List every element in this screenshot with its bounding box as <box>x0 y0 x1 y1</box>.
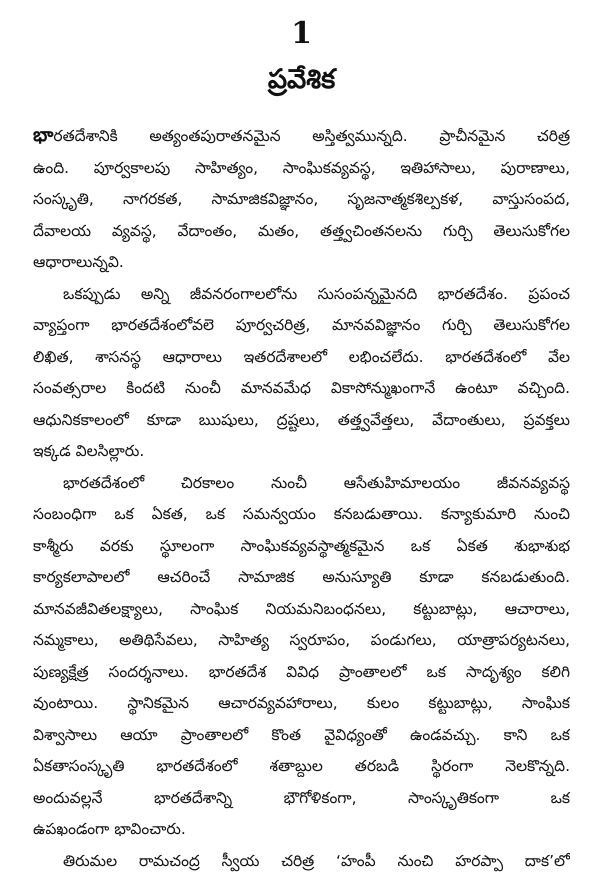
text-line: పుణ్యక్షేత్ర సందర్శనాలు. భారతదేశ వివిధ ప్రాంతాలలో ఒక సాదృశ్యం కలిగి <box>33 657 570 689</box>
text-line: ఇక్కడ విలసిల్లారు. <box>33 436 570 468</box>
text-line: ఉపఖండంగా భావించారు. <box>33 814 570 846</box>
chapter-number: 1 <box>33 16 570 52</box>
text-line: కాశ్మీరు వరకు స్థూలంగా సాంఘికవ్యవస్థాత్మకమైన ఒక ఏకత శుభాశుభ <box>33 531 570 563</box>
text-line: సంబంధిగా ఒక ఏకత, ఒక సమన్వయం కనబడుతాయి. కన్యాకుమారి నుంచి <box>33 499 570 531</box>
text-line: దేవాలయ వ్యవస్థ, వేదాంతం, మతం, తత్త్వచింతనలను గుర్చి తెలుసుకోగల <box>33 216 570 248</box>
text-line: వ్యాప్తంగా భారతదేశంలోవలె పూర్వచరిత్ర, మానవవిజ్ఞానం గుర్చి తెలుసుకోగల <box>33 310 570 342</box>
text-line: ఒకప్పుడు అన్ని జీవనరంగాలలోను సుసంపన్నమైనది భారతదేశం. ప్రపంచ <box>33 279 570 311</box>
text-line: సంస్కృతి, నాగరకత, సామాజికవిజ్ఞానం, సృజనాత్మకశిల్పకళ, వాస్తుసంపద, <box>33 184 570 216</box>
text-line: ఆధునికకాలంలో కూడా ఋషులు, ద్రష్టలు, తత్త్వవేత్తలు, వేదాంతులు, ప్రవక్తలు <box>33 405 570 437</box>
paragraph-3 <box>33 468 570 846</box>
text-line: తిరుమల రామచంద్ర స్వీయ చరిత్ర ‘హంపీ నుంచి హరప్పా దాక’లో <box>33 846 570 877</box>
text-line: సంవత్సరాల కిందటి నుంచీ మానవమేధ వికాసోన్ముఖంగానే ఉంటూ వచ్చింది. <box>33 373 570 405</box>
text-line: ఏకతాసంస్కృతి భారతదేశంలో శతాబ్దుల తరబడి స్థిరంగా నెలకొన్నది. <box>33 751 570 783</box>
paragraph-1 <box>33 120 570 279</box>
text-line: విశ్వాసాలు ఆయా ప్రాంతాలలో కొంత వైవిధ్యంతో ఉండవచ్చు. కాని ఒక <box>33 720 570 752</box>
paragraph-lead-letters: భా <box>33 124 53 146</box>
text-line <box>33 120 570 153</box>
text-line: నమ్మకాలు, అతిథిసేవలు, సాహిత్య స్వరూపం, పండుగలు, యాత్రాపర్యటనలు, <box>33 625 570 657</box>
paragraph-4 <box>33 846 570 877</box>
text-line: మానవజీవితలక్ష్యాలు, సాంఘిక నియమనిబంధనలు, కట్టుబాట్లు, ఆచారాలు, <box>33 594 570 626</box>
text-line: కార్యకలాపాలలో ఆచరించే సామాజిక అనుస్యూతి కూడా కనబడుతుంది. <box>33 562 570 594</box>
text-line: లిఖిత, శాసనస్థ ఆధారాలు ఇతరదేశాలలో లభించలేదు. భారతదేశంలో వేల <box>33 342 570 374</box>
text-line: అందువల్లనే భారతదేశాన్ని భౌగోళికంగా, సాంస్కృతికంగా ఒక <box>33 783 570 815</box>
text-line: ఉంది. పూర్వకాలపు సాహిత్యం, సాంఘికవ్యవస్థ, ఇతిహాసాలు, పురాణాలు, <box>33 153 570 185</box>
paragraph-2 <box>33 279 570 468</box>
text-line: భారతదేశంలో చిరకాలం నుంచీ ఆసేతుహిమాలయం జీవనవ్యవస్థ <box>33 468 570 500</box>
text-line-content: రతదేశానికి అత్యంతపురాతనమైన అస్తిత్వమున్నది. ప్రాచీనమైన చరిత్ర <box>53 127 570 145</box>
text-line: ఆధారాలున్నవి. <box>33 247 570 279</box>
text-line: వుంటాయి. స్థానికమైన ఆచారవ్యవహారాలు, కులం కట్టుబాట్లు, సాంఘిక <box>33 688 570 720</box>
chapter-title: ప్రవేశిక <box>33 60 570 100</box>
chapter-body <box>33 120 570 877</box>
